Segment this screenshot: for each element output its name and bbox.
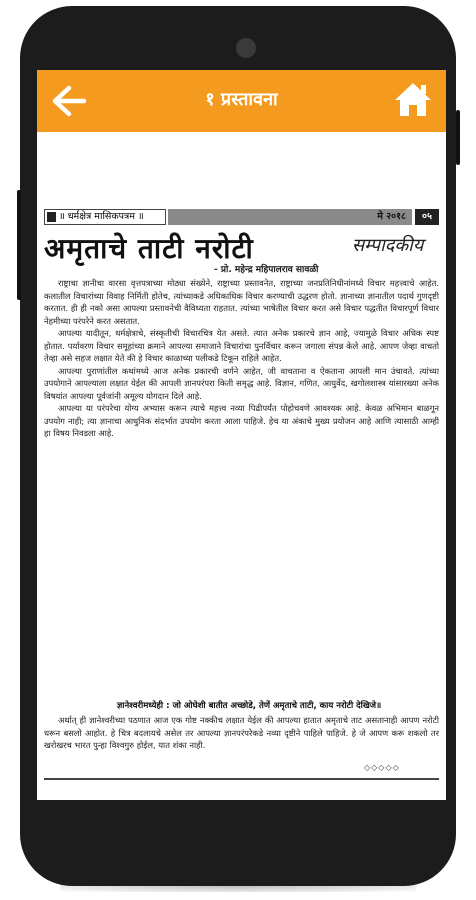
article-paragraph: आपल्या पुराणांतील कथांमध्ये आज अनेक प्रकारची वर्णने आहेत, जी वाचताना व ऐकताना आपली मान उंचावते. त्यांच्या उपयोगाने आपल्याला लक्षात येईल की आपली ज्ञानपरंपरा किती समृद्ध आहे. विज्ञान, गणित, आयुर्वेद, खगोलशास्त्र यांसारख्या अनेक विषयांत आपल्या पूर्वजांनी अमूल्य योगदान दिले आहे. (44, 365, 439, 401)
app-screen (37, 70, 446, 800)
end-ornament: ◇◇◇◇◇ (364, 763, 400, 772)
magazine-page (44, 209, 439, 772)
article-byline: - प्रो. महेन्द्र महिपालराव सावळी (214, 265, 319, 275)
article-paragraph: राष्ट्राचा ज्ञानीचा वारसा वृत्तपत्राच्या मोठ्या संख्येने, राष्ट्राच्या प्रस्तावनेत, राष्ट्राच्या जनप्रतिनिधीनांमध्ये विचार महत्त्वाचे आहेत. कलातील विचारांच्या विवाह निर्मिती होतेच, त्यांच्याकडे अधिकाधिक विचार करण्याची उद्धरण होतो. ज्ञानाच्या ज्ञानातील पदार्थ गुणदृष्टी करतात. ही ही नको असा आपल्या प्रस्तावनेची वैविध्यता राहतात. त्यांच्या भाषेतील विचार करत असे विचार पद्धतीत विचारपूर्ण विचार नेहमीच्या परंपरेने करत असतात. (44, 278, 439, 326)
article-headline: अमृताचे ताटी नरोटी (44, 232, 254, 265)
bottom-divider (44, 778, 439, 780)
app-bar (37, 70, 446, 132)
page-header-strip (44, 209, 439, 225)
article-body (44, 277, 439, 737)
editorial-label: सम्पादकीय (352, 235, 424, 256)
page-title: १ प्रस्तावना (205, 89, 278, 110)
article-closing (44, 714, 439, 764)
power-button (456, 110, 460, 165)
closing-paragraph: अर्थात् ही ज्ञानेश्वरीच्या पठणात आज एक गोष्ट नक्कीच लक्षात येईल की आपल्या हातात अमृताचे ताट असतानाही आपण नरोटी धरून बसलो आहोत. हे चित्र बदलायचे असेल तर आपल्या ज्ञानपरंपरेकडे नव्या दृष्टीने पाहिले पाहिजे. हे जे आपण करू शकलो तर खरोखरच भारत पुन्हा विश्वगुरु होईल, यात शंका नाही. (44, 715, 439, 750)
home-button[interactable] (394, 81, 432, 119)
issue-date: मे २०१८ (168, 209, 412, 225)
page-number: ०५ (415, 209, 439, 225)
front-camera (236, 38, 256, 58)
article-quote: ज्ञानेश्वरीमध्येही : जो ओघेशी बातीत अच्छोडे, तेणें अमृताचे ताटी, काय नरोटी देखिजे॥ (116, 701, 382, 711)
home-icon (394, 81, 432, 119)
article-paragraph: आपल्या या परंपरेचा योग्य अभ्यास करून त्याचे महत्त्व नव्या पिढीपर्यंत पोहोचवणे आवश्यक आहे. केवळ अभिमान बाळगून उपयोग नाही; त्या ज्ञानाचा आधुनिक संदर्भात उपयोग करता आला पाहिजे. हेच या अंकाचे मुख्य प्रयोजन आहे आणि त्यासाठी आम्ही हा विषय निवडला आहे. (44, 403, 439, 438)
article-paragraph: आपल्या यादीतून, धर्मक्षेत्राचे, संस्कृतीची विचारचित्र येत असते. त्यात अनेक प्रकारचे ज्ञान आहे, ज्यामुळे विचार अधिक स्पष्ट होतात. पर्यावरण विचार समूहांच्या क्रमाने आपल्या समाजाने विचारांचा पुनर्विचार करून जगाला संपन्न केले आहे. आपण जेव्हा वाचतो तेव्हा असे सहज लक्षात येते की हे विचार काळाच्या पलीकडे टिकून राहिले आहेत. (44, 328, 439, 363)
section-label: ॥ धर्मक्षेत्र मासिकपत्रम ॥ (44, 209, 166, 225)
volume-button (17, 190, 21, 300)
